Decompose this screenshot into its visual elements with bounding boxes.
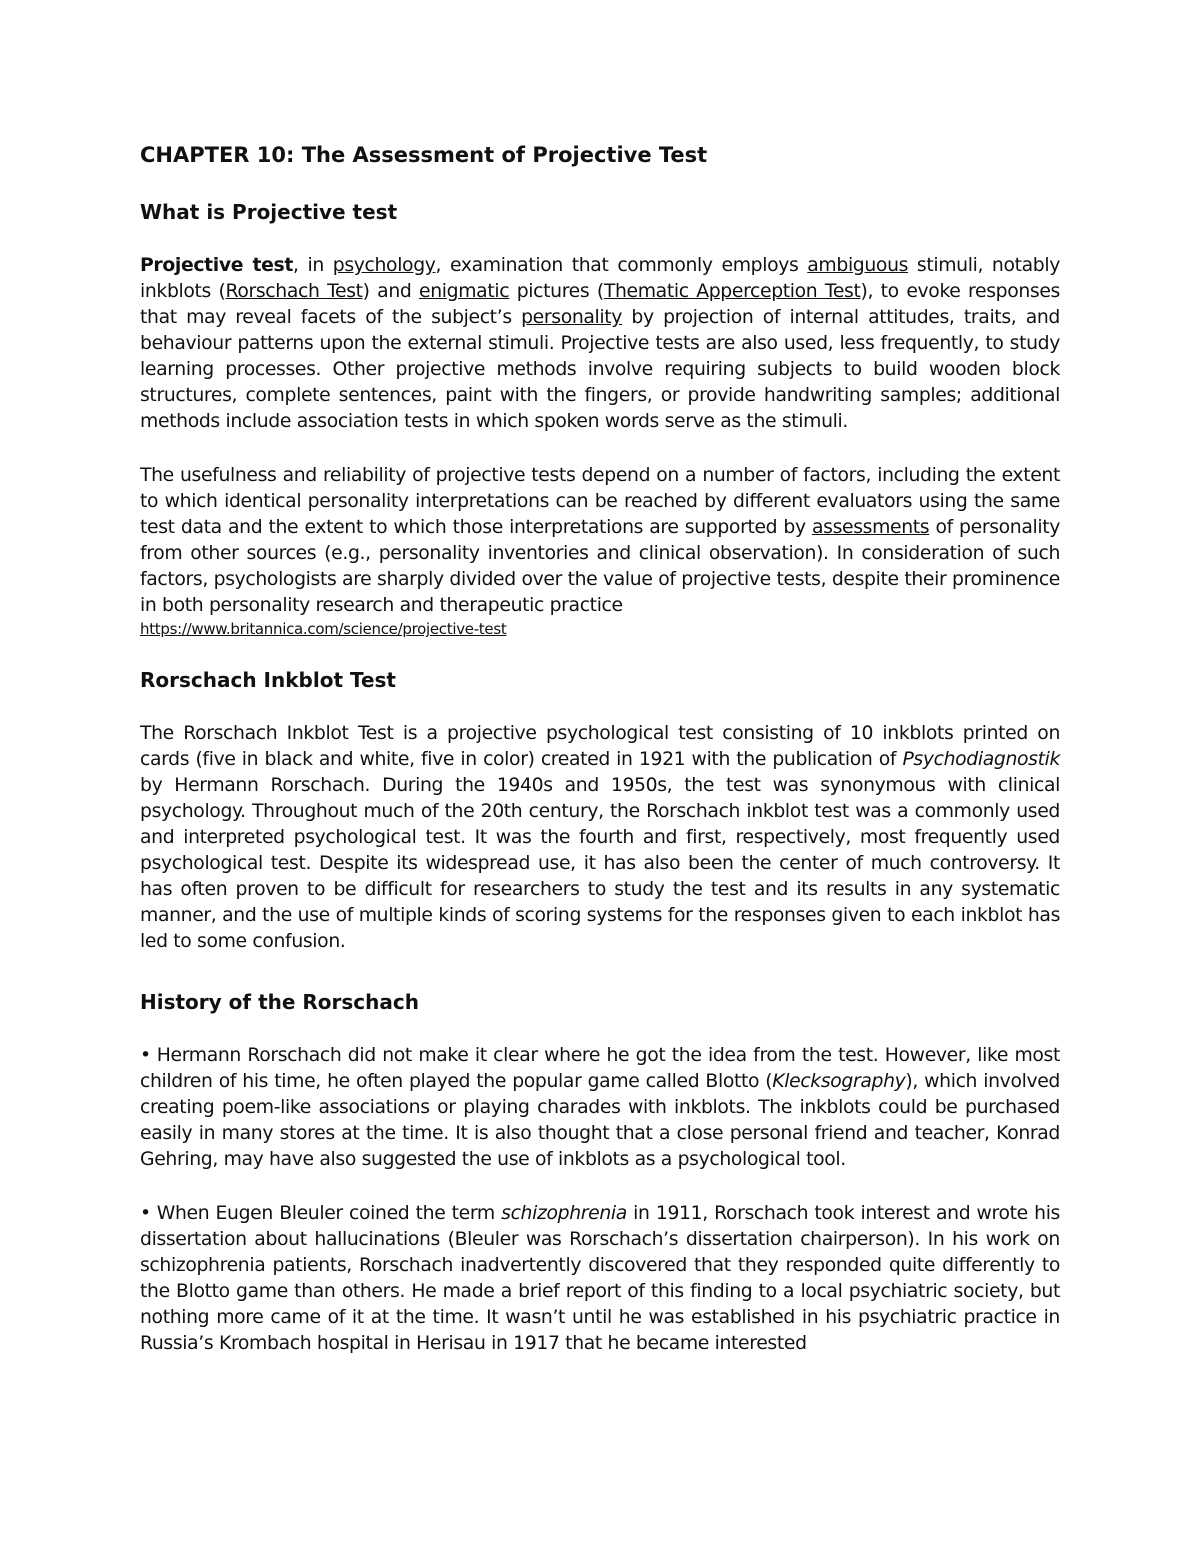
term-projective-test: Projective test (140, 255, 294, 277)
link-thematic-apperception-test[interactable]: Thematic Apperception Test (603, 281, 861, 303)
bullet-icon: • (140, 1203, 151, 1225)
link-assessments[interactable]: assessments (811, 517, 930, 539)
bullet-icon: • (140, 1045, 151, 1067)
italic-psychodiagnostik: Psychodiagnostik (902, 749, 1060, 771)
section-heading-projective-test: What is Projective test (140, 200, 398, 225)
italic-schizophrenia: schizophrenia (501, 1203, 627, 1225)
section-heading-rorschach-inkblot-test: Rorschach Inkblot Test (140, 668, 396, 693)
italic-klecksography: Klecksography (772, 1071, 906, 1093)
section-heading-history: History of the Rorschach (140, 990, 419, 1015)
rorschach-description-paragraph: The Rorschach Inkblot Test is a projective psychological test consisting of 10 inkblots printed on cards (five in black and white, five in color) created in 1921 with the publication of Psychodiagnostik by Hermann Rorschach. During the 1940s and 1950s, the test was synonymous with clinical psychology. Throughout much of the 20th century, the Rorschach inkblot test was a commonly used and interpreted psychological test. It was the fourth and first, respectively, most frequently used psychological test. Despite its widespread use, it has also been the center of much controversy. It has often proven to be difficult for researchers to study the test and its results in any systematic manner, and the use of multiple kinds of scoring systems for the responses given to each inkblot has led to some confusion. (140, 723, 1060, 953)
history-bullet-1: • Hermann Rorschach did not make it clear where he got the idea from the test. However, like most children of his time, he often played the popular game called Blotto (Klecksography), which involved creating poem-like associations or playing charades with inkblots. The inkblots could be purchased easily in many stores at the time. It is also thought that a close personal friend and teacher, Konrad Gehring, may have also suggested the use of inkblots as a psychological tool. (140, 1045, 1060, 1171)
link-psychology[interactable]: psychology (332, 255, 436, 277)
link-ambiguous[interactable]: ambiguous (807, 255, 909, 277)
link-rorschach-test[interactable]: Rorschach Test (225, 281, 363, 303)
link-enigmatic[interactable]: enigmatic (419, 281, 510, 303)
chapter-title: CHAPTER 10: The Assessment of Projective Test (140, 143, 708, 167)
link-personality[interactable]: personality (521, 307, 623, 329)
projective-test-definition-paragraph: Projective test, in psychology, examination that commonly employs ambiguous stimuli, notably inkblots (Rorschach Test) and enigmatic pictures (Thematic Apperception Test), to evoke responses that may reveal facets of the subject’s personality by projection of internal attitudes, traits, and behaviour patterns upon the external stimuli. Projective tests are also used, less frequently, to study learning processes. Other projective methods involve requiring subjects to build wooden block structures, complete sentences, paint with the fingers, or provide handwriting samples; additional methods include association tests in which spoken words serve as the stimuli. (140, 255, 1061, 433)
usefulness-paragraph: The usefulness and reliability of projective tests depend on a number of factors, including the extent to which identical personality interpretations can be reached by different evaluators using the same test data and the extent to which those interpretations are supported by assessments of personality from other sources (e.g., personality inventories and clinical observation). In consideration of such factors, psychologists are sharply divided over the value of projective tests, despite their prominence in both personality research and therapeutic practice (140, 465, 1061, 617)
source-url-link[interactable]: https://www.britannica.com/science/projective-test (140, 620, 507, 639)
history-bullet-2: • When Eugen Bleuler coined the term schizophrenia in 1911, Rorschach took interest and wrote his dissertation about hallucinations (Bleuler was Rorschach’s dissertation chairperson). In his work on schizophrenia patients, Rorschach inadvertently discovered that they responded quite differently to the Blotto game than others. He made a brief report of this finding to a local psychiatric society, but nothing more came of it at the time. It wasn’t until he was established in his psychiatric practice in Russia’s Krombach hospital in Herisau in 1917 that he became interested (140, 1203, 1060, 1355)
